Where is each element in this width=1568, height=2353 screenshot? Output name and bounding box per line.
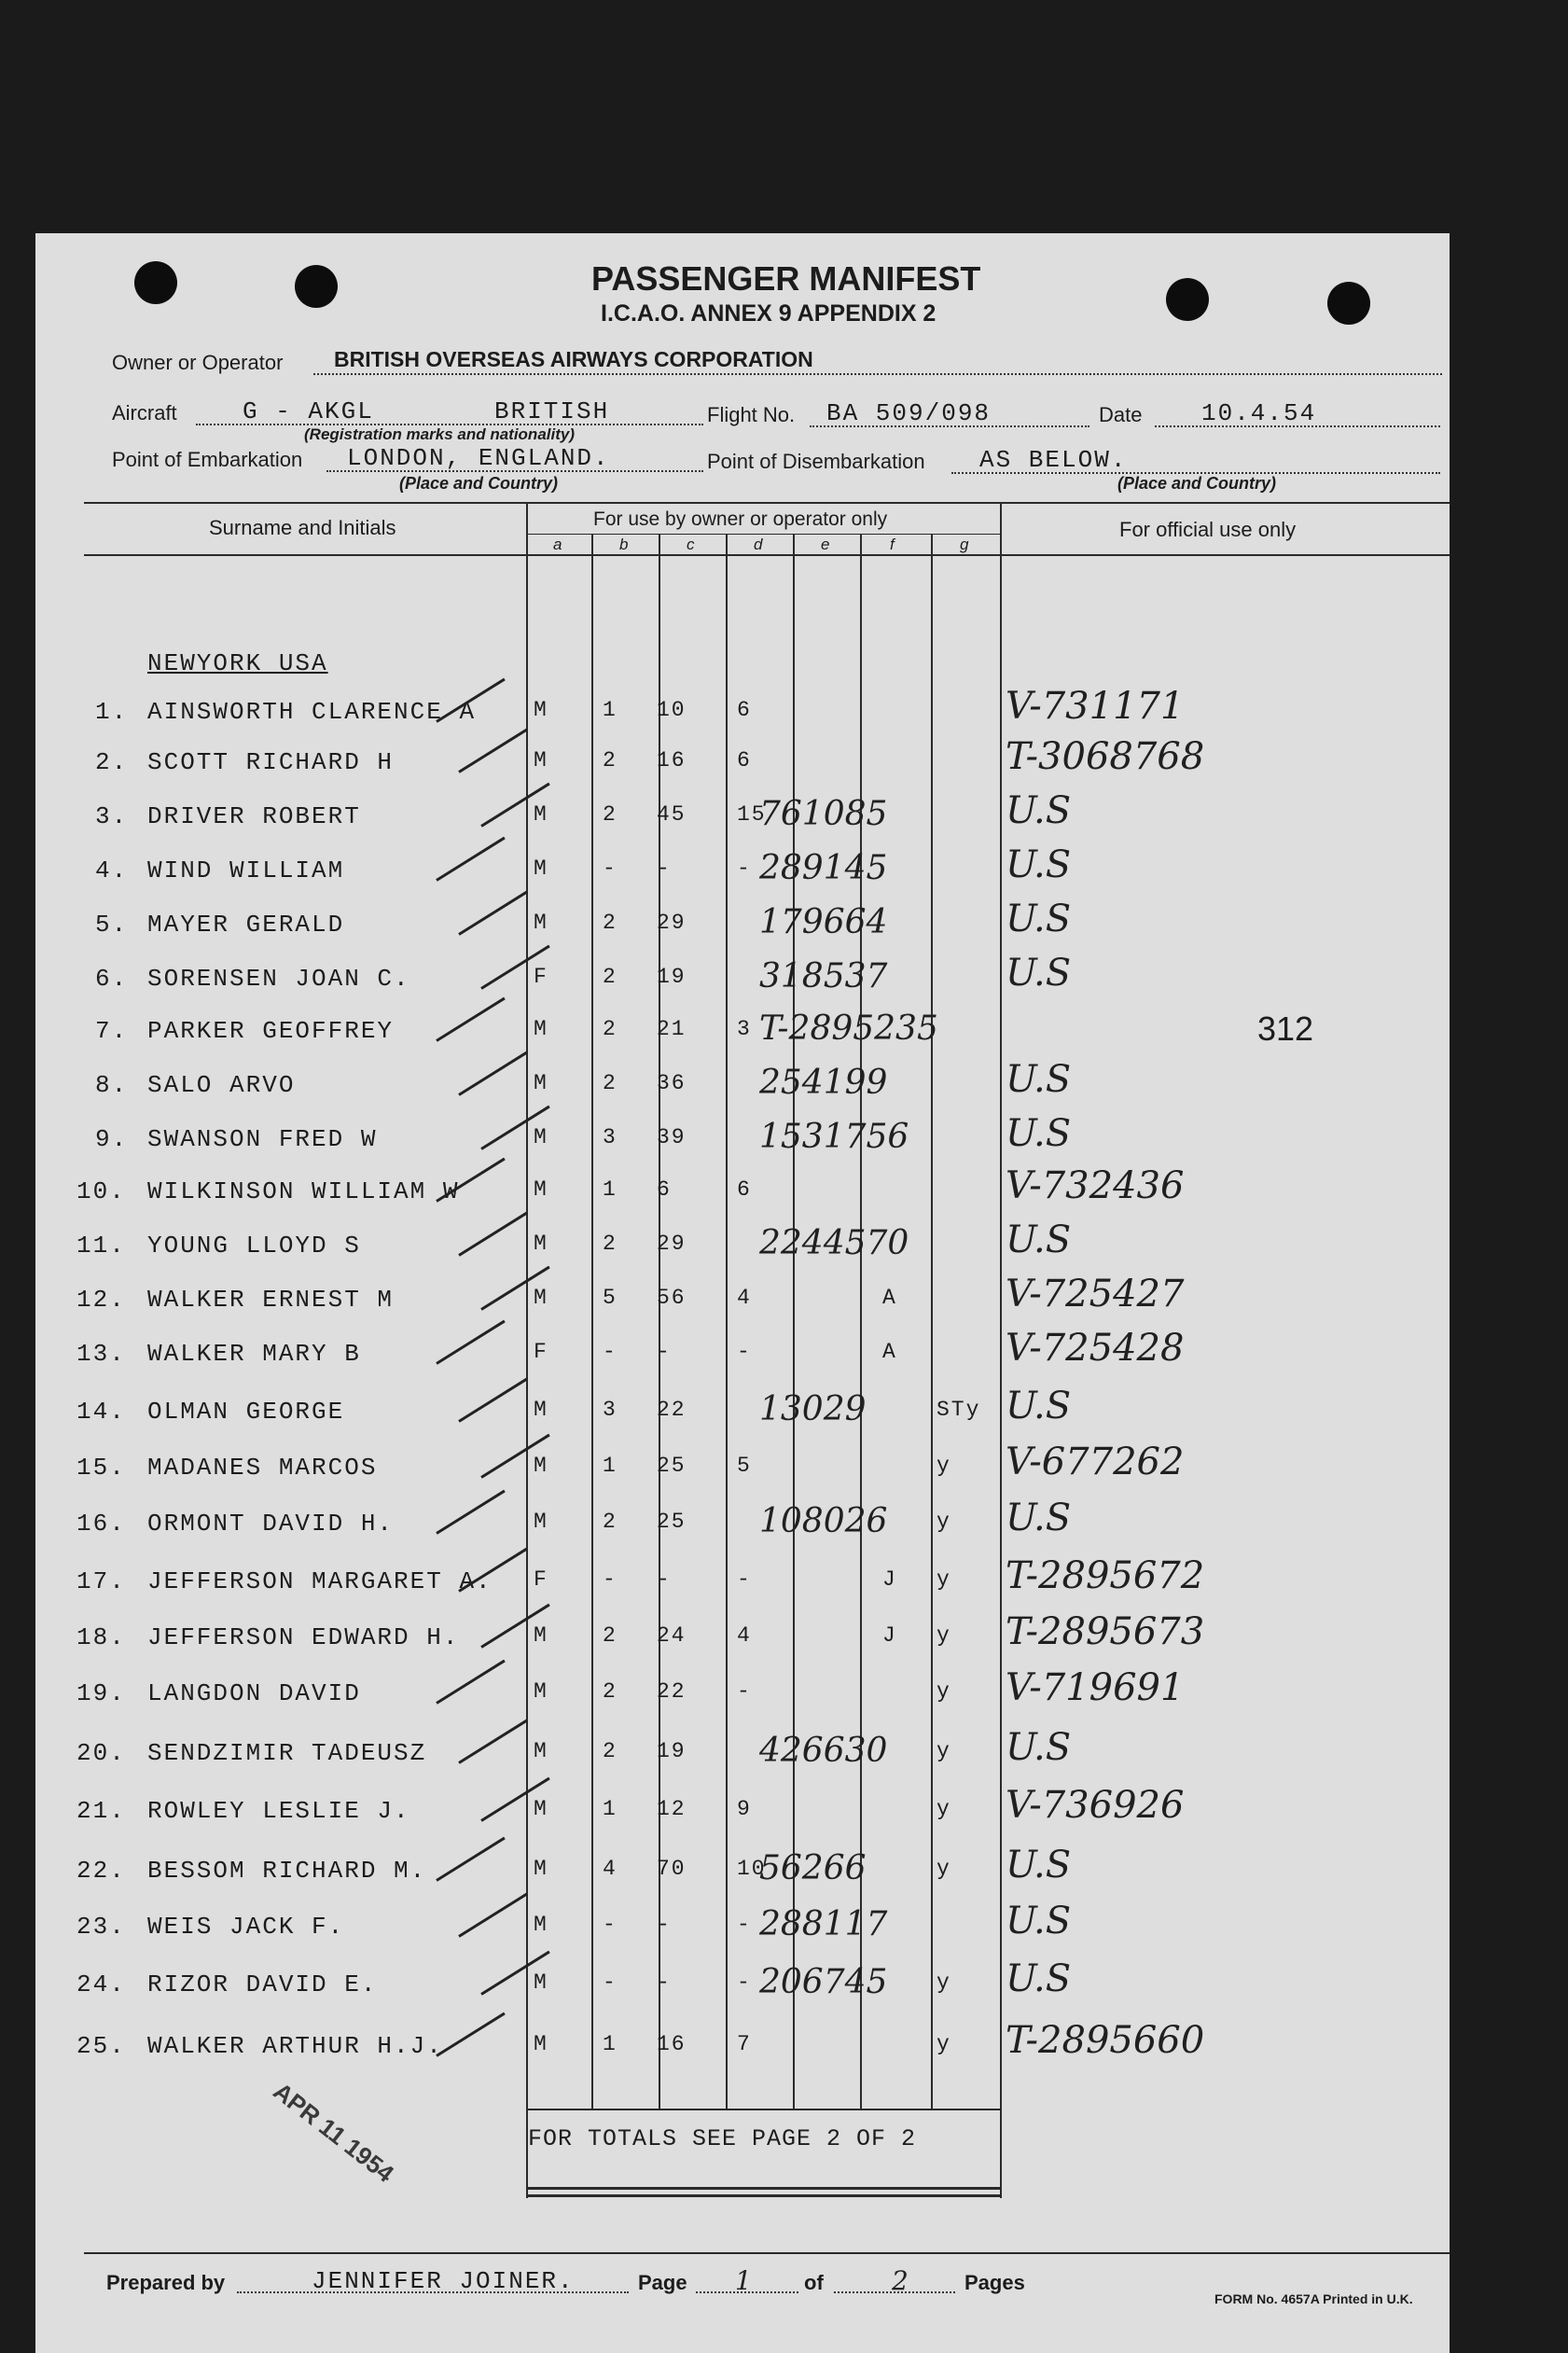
flight-line [810,425,1089,427]
col-owner-header: For use by owner or operator only [593,508,888,530]
sex-column: F [534,1340,548,1364]
column-d: 4 [737,1623,752,1648]
column-c: 6 [657,1177,672,1202]
column-b: 3 [603,1398,617,1422]
passenger-number: 23. [76,1913,126,1941]
totals-rule-bottom [526,2187,1002,2190]
form-title: PASSENGER MANIFEST [591,259,981,298]
official-entry: U.S [1006,1900,1072,1942]
flight-label: Flight No. [707,403,796,426]
check-mark [436,837,506,882]
sex-column: M [534,1970,548,1995]
sex-column: M [534,748,548,773]
column-c: 19 [657,1739,687,1763]
punch-hole [1327,282,1370,325]
passenger-name: BESSOM RICHARD M. [147,1857,427,1885]
column-e: 288117 [759,1905,888,1943]
embark-note: (Place and Country) [399,474,559,493]
passenger-name: WALKER ERNEST M [147,1286,395,1314]
sex-column: M [534,856,548,881]
sex-column: M [534,802,548,827]
check-mark [458,1720,528,1764]
passenger-name: WALKER ARTHUR H.J. [147,2032,443,2060]
official-entry: U.S [1006,1957,1072,2000]
official-entry: V-725428 [1006,1327,1185,1370]
passenger-number: 16. [76,1510,126,1538]
column-g: y [937,1679,951,1704]
passenger-name: SORENSEN JOAN C. [147,965,410,993]
column-c: 22 [657,1398,687,1422]
column-c: 16 [657,748,687,773]
sex-column: F [534,1567,548,1592]
column-c: 29 [657,1232,687,1256]
column-b: 2 [603,1739,617,1763]
table-top-rule [84,502,1450,504]
column-b: - [603,1970,617,1995]
sex-column: M [534,1232,548,1256]
column-e: 318537 [759,957,888,996]
column-d: 4 [737,1286,752,1310]
column-e: 761085 [759,795,888,833]
of-line [834,2291,955,2293]
column-c: 70 [657,1857,687,1881]
passenger-number: 22. [76,1857,126,1885]
punch-hole [1166,278,1209,321]
column-b: 2 [603,1071,617,1095]
pages-label: Pages [964,2271,1025,2294]
date-line [1155,425,1440,427]
passenger-number: 11. [76,1232,126,1260]
column-b: 1 [603,1454,617,1478]
embark-label: Point of Embarkation [112,448,303,471]
column-c: - [657,1913,672,1937]
passenger-name: JEFFERSON MARGARET A. [147,1567,493,1595]
column-g: y [937,1797,951,1821]
column-g: y [937,1454,951,1478]
column-d: 3 [737,1017,752,1041]
passenger-number: 21. [76,1797,126,1825]
column-e: 56266 [759,1849,867,1887]
column-c: 12 [657,1797,687,1821]
column-b: - [603,856,617,881]
column-b: - [603,1913,617,1937]
of-label: of [804,2271,824,2294]
prepared-line [237,2291,629,2293]
manifest-sheet [35,233,1450,2353]
official-entry: T-2895672 [1006,1554,1205,1597]
column-d: - [737,1679,752,1704]
column-c: 10 [657,698,687,722]
official-entry: U.S [1006,789,1072,832]
official-entry: V-677262 [1006,1441,1185,1483]
column-b: 1 [603,1177,617,1202]
disembark-label: Point of Disembarkation [707,450,925,473]
column-f: A [882,1340,897,1364]
column-c: 36 [657,1071,687,1095]
owner-label: Owner or Operator [112,351,284,374]
col-name-header: Surname and Initials [209,516,396,539]
column-d: - [737,1340,752,1364]
aircraft-reg: G - AKGL [243,397,374,425]
column-d: - [737,856,752,881]
form-number: FORM No. 4657A Printed in U.K. [1214,2291,1413,2306]
sex-column: M [534,1913,548,1937]
aircraft-note: (Registration marks and nationality) [304,425,575,443]
totals-note: FOR TOTALS SEE PAGE 2 OF 2 [528,2125,917,2152]
column-c: 19 [657,965,687,989]
column-f: A [882,1286,897,1310]
column-b: 1 [603,1797,617,1821]
column-c: - [657,1567,672,1592]
column-e: 254199 [759,1064,888,1102]
passenger-number: 19. [76,1679,126,1707]
passenger-name: OLMAN GEORGE [147,1398,345,1426]
aircraft-nationality: BRITISH [494,397,610,425]
sub-column-f: f [890,536,895,553]
passenger-name: MADANES MARCOS [147,1454,378,1482]
column-e: 206745 [759,1963,888,2001]
passenger-name: SWANSON FRED W [147,1125,378,1153]
column-d: 5 [737,1454,752,1478]
sex-column: M [534,1857,548,1881]
sub-column-c: c [687,536,695,553]
sub-column-e: e [821,536,830,553]
punch-hole [134,261,177,304]
column-rule [726,534,728,2110]
column-rule [526,502,528,2198]
column-c: - [657,1340,672,1364]
totals-rule-top [526,2109,1002,2110]
check-mark [436,1320,506,1365]
passenger-name: MAYER GERALD [147,911,345,939]
punch-hole [295,265,338,308]
column-c: 39 [657,1125,687,1149]
destination-heading: NEWYORK USA [147,649,328,677]
sex-column: M [534,1454,548,1478]
flight-value: BA 509/098 [826,399,992,427]
passenger-number: 4. [95,856,129,884]
column-d: - [737,1913,752,1937]
column-c: 21 [657,1017,687,1041]
sub-column-b: b [619,536,629,553]
passenger-name: SCOTT RICHARD H [147,748,395,776]
official-entry: U.S [1006,1726,1072,1769]
sub-column-g: g [960,536,969,553]
column-rule [1000,502,1002,2198]
passenger-name: ROWLEY LESLIE J. [147,1797,410,1825]
page-line [696,2291,798,2293]
passenger-number: 25. [76,2032,126,2060]
official-entry: T-2895660 [1006,2019,1205,2062]
column-c: 45 [657,802,687,827]
column-g: y [937,2032,951,2056]
column-c: 29 [657,911,687,935]
column-b: 2 [603,1017,617,1041]
passenger-name: SENDZIMIR TADEUSZ [147,1739,427,1767]
date-value: 10.4.54 [1201,399,1317,427]
official-entry: U.S [1006,1844,1072,1887]
check-mark [436,997,506,1042]
sex-column: M [534,1177,548,1202]
passenger-number: 1. [95,698,129,726]
sex-column: M [534,911,548,935]
official-entry: U.S [1006,1385,1072,1427]
official-entry: V-732436 [1006,1164,1185,1207]
column-b: 2 [603,1510,617,1534]
passenger-number: 13. [76,1340,126,1368]
sex-column: M [534,1510,548,1534]
table-subhead-rule [526,534,1000,535]
column-d: 6 [737,1177,752,1202]
passenger-name: ORMONT DAVID H. [147,1510,395,1538]
passenger-number: 6. [95,965,129,993]
passenger-name: PARKER GEOFFREY [147,1017,395,1045]
official-entry: V-725427 [1006,1273,1185,1316]
passenger-number: 3. [95,802,129,830]
column-b: 2 [603,802,617,827]
check-mark [436,1837,506,1882]
column-f: J [882,1623,897,1648]
column-g: y [937,1510,951,1534]
embark-value: LONDON, ENGLAND. [347,444,610,472]
passenger-number: 7. [95,1017,129,1045]
column-g: STy [937,1398,981,1422]
sex-column: M [534,1679,548,1704]
of-value: 2 [892,2265,909,2296]
column-e: T-2895235 [759,1009,938,1048]
sex-column: M [534,1398,548,1422]
official-entry: U.S [1006,1497,1072,1539]
passenger-name: WALKER MARY B [147,1340,361,1368]
column-d: 6 [737,698,752,722]
received-date-stamp: APR 11 1954 [268,2077,399,2188]
column-b: 1 [603,698,617,722]
column-d: 15 [737,802,767,827]
check-mark [436,2012,506,2057]
page-value: 1 [735,2265,752,2296]
official-entry: T-3068768 [1006,735,1205,778]
embark-line [326,470,703,472]
column-b: 2 [603,965,617,989]
check-mark [436,1660,506,1705]
check-mark [458,1051,528,1096]
column-d: 6 [737,748,752,773]
column-g: y [937,1739,951,1763]
column-f: J [882,1567,897,1592]
passenger-number: 20. [76,1739,126,1767]
column-b: 5 [603,1286,617,1310]
footer-rule [84,2252,1450,2254]
page-label: Page [638,2271,687,2294]
passenger-name: WIND WILLIAM [147,856,345,884]
sub-column-a: a [553,536,562,553]
column-b: - [603,1340,617,1364]
column-c: - [657,856,672,881]
official-entry: U.S [1006,898,1072,940]
passenger-name: DRIVER ROBERT [147,802,361,830]
sex-column: M [534,1125,548,1149]
official-entry: U.S [1006,952,1072,995]
check-mark [458,891,528,936]
check-mark [458,1212,528,1257]
column-c: 16 [657,2032,687,2056]
column-g: y [937,1857,951,1881]
column-e: 426630 [759,1732,888,1770]
sex-column: M [534,1797,548,1821]
column-e: 289145 [759,849,888,887]
date-label: Date [1099,403,1143,426]
column-rule [931,534,933,2110]
official-entry: U.S [1006,1112,1072,1155]
check-mark [458,1378,528,1423]
column-c: 25 [657,1454,687,1478]
column-b: 2 [603,748,617,773]
official-entry: U.S [1006,1058,1072,1101]
sex-column: M [534,698,548,722]
column-e: 1531756 [759,1118,909,1156]
column-g: y [937,1970,951,1995]
official-extra: 312 [1257,1009,1314,1048]
column-g: y [937,1567,951,1592]
column-b: 3 [603,1125,617,1149]
passenger-number: 14. [76,1398,126,1426]
form-subtitle: I.C.A.O. ANNEX 9 APPENDIX 2 [601,300,937,327]
sex-column: M [534,2032,548,2056]
passenger-name: WILKINSON WILLIAM W [147,1177,460,1205]
sex-column: M [534,1071,548,1095]
check-mark [436,1490,506,1535]
column-g: y [937,1623,951,1648]
column-d: 9 [737,1797,752,1821]
sex-column: M [534,1017,548,1041]
aircraft-label: Aircraft [112,401,177,425]
column-e: 2244570 [759,1224,909,1262]
passenger-number: 24. [76,1970,126,1998]
passenger-number: 17. [76,1567,126,1595]
disembark-value: AS BELOW. [979,446,1128,474]
passenger-number: 12. [76,1286,126,1314]
column-b: 1 [603,2032,617,2056]
column-b: 2 [603,1623,617,1648]
passenger-name: LANGDON DAVID [147,1679,361,1707]
column-c: 22 [657,1679,687,1704]
official-entry: V-731171 [1006,685,1185,728]
column-e: 108026 [759,1502,888,1540]
official-entry: T-2895673 [1006,1610,1205,1653]
passenger-number: 8. [95,1071,129,1099]
column-b: 4 [603,1857,617,1881]
column-c: 24 [657,1623,687,1648]
sex-column: M [534,1623,548,1648]
passenger-name: AINSWORTH CLARENCE A [147,698,477,726]
sex-column: F [534,965,548,989]
official-entry: V-736926 [1006,1784,1185,1827]
column-d: - [737,1567,752,1592]
passenger-name: JEFFERSON EDWARD H. [147,1623,460,1651]
passenger-number: 9. [95,1125,129,1153]
column-e: 179664 [759,903,888,941]
sex-column: M [534,1286,548,1310]
column-c: - [657,1970,672,1995]
official-entry: U.S [1006,843,1072,886]
prepared-value: JENNIFER JOINER. [312,2267,575,2295]
official-entry: U.S [1006,1218,1072,1261]
sex-column: M [534,1739,548,1763]
sub-column-d: d [754,536,763,553]
passenger-number: 2. [95,748,129,776]
prepared-label: Prepared by [106,2271,226,2294]
column-c: 56 [657,1286,687,1310]
check-mark [458,1893,528,1938]
column-b: - [603,1567,617,1592]
passenger-number: 18. [76,1623,126,1651]
passenger-name: RIZOR DAVID E. [147,1970,378,1998]
totals-rule-bottom-2 [526,2194,1002,2197]
passenger-name: WEIS JACK F. [147,1913,345,1941]
passenger-number: 5. [95,911,129,939]
owner-value: BRITISH OVERSEAS AIRWAYS CORPORATION [334,347,813,371]
official-entry: V-719691 [1006,1666,1185,1709]
col-official-header: For official use only [1119,518,1297,541]
table-head-rule [84,554,1450,556]
column-b: 2 [603,1232,617,1256]
column-b: 2 [603,1679,617,1704]
check-mark [458,729,528,773]
column-e: 13029 [759,1390,867,1428]
column-rule [591,534,593,2110]
owner-line [313,373,1442,375]
column-d: 7 [737,2032,752,2056]
passenger-number: 15. [76,1454,126,1482]
disembark-note: (Place and Country) [1117,474,1277,493]
column-d: - [737,1970,752,1995]
passenger-name: SALO ARVO [147,1071,296,1099]
column-b: 2 [603,911,617,935]
column-c: 25 [657,1510,687,1534]
passenger-name: YOUNG LLOYD S [147,1232,361,1260]
column-d: 10 [737,1857,767,1881]
passenger-number: 10. [76,1177,126,1205]
